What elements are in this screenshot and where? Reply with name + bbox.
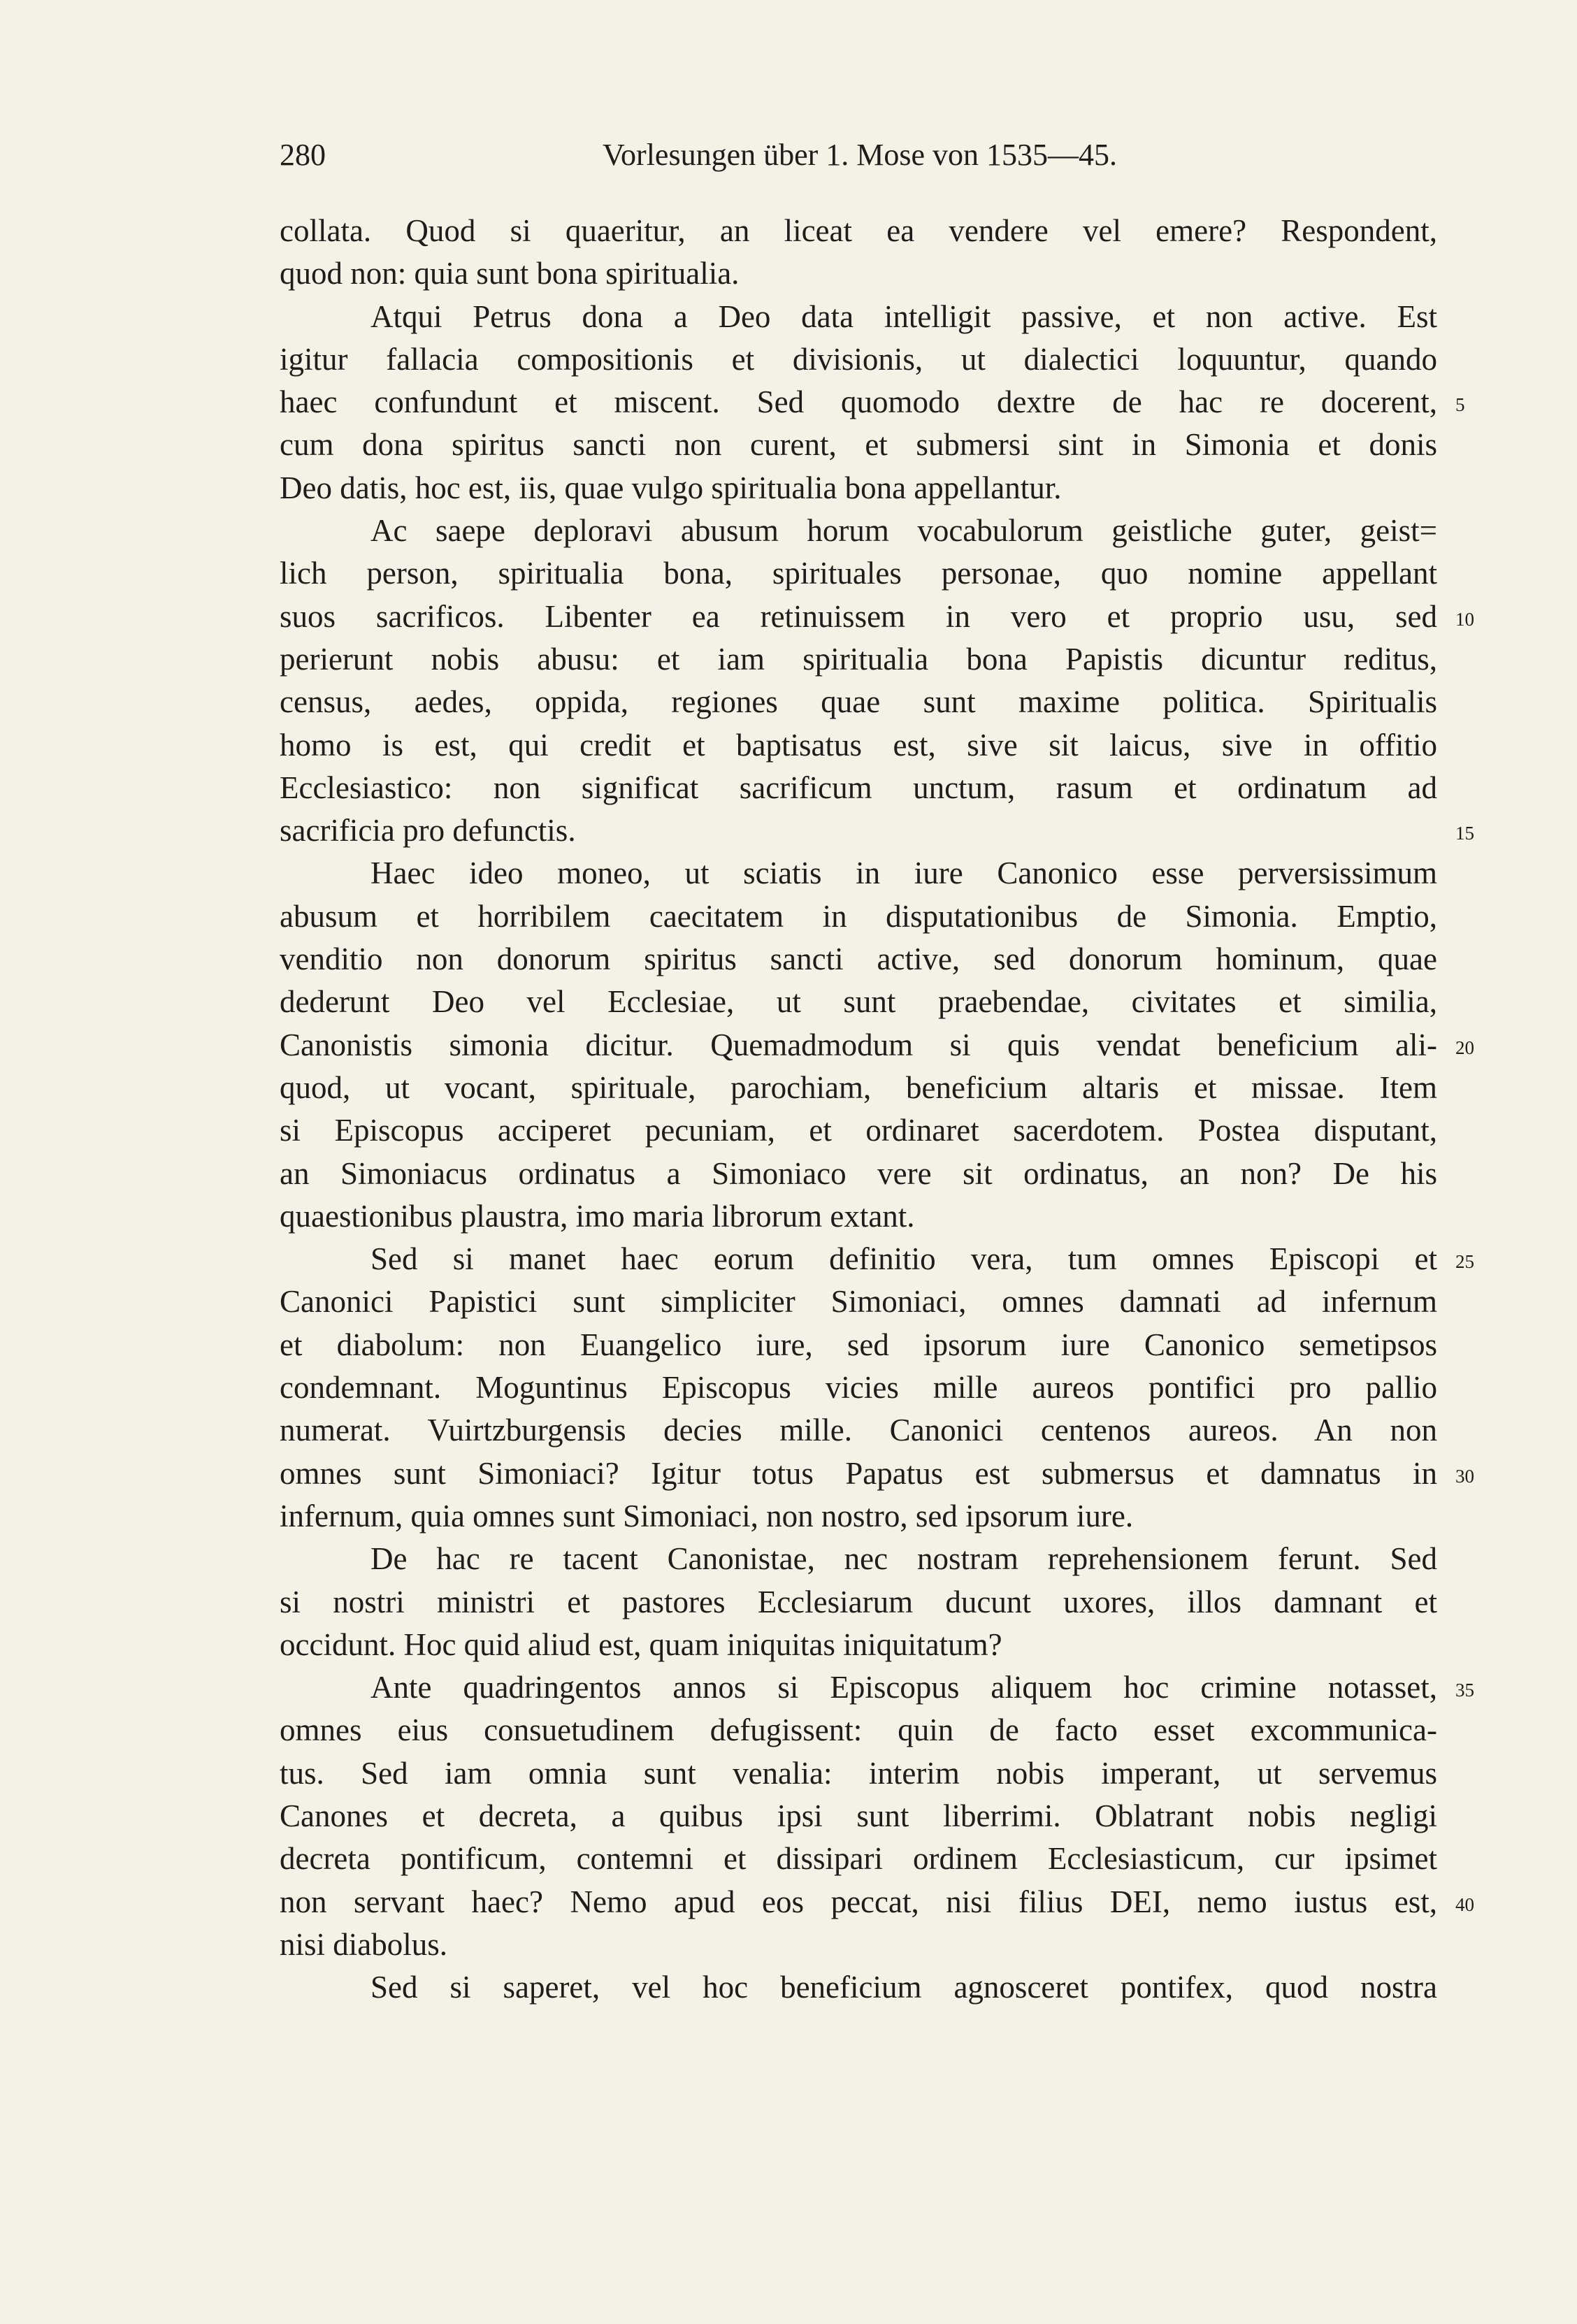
line-text: omnes sunt Simoniaci? Igitur totus Papatus est submersus et damnatus in <box>280 1455 1437 1491</box>
text-line <box>280 552 1437 595</box>
line-text: si nostri ministri et pastores Ecclesiarum ducunt uxores, illos damnant et <box>280 1584 1437 1619</box>
line-text: suos sacrificos. Libenter ea retinuissem in vero et proprio usu, sed <box>280 598 1437 634</box>
text-line <box>280 1153 1437 1195</box>
text-line <box>280 1195 1437 1238</box>
line-number: 35 <box>1455 1680 1474 1701</box>
text-line <box>280 1538 1437 1580</box>
line-number: 40 <box>1455 1893 1474 1915</box>
line-text: abusum et horribilem caecitatem in disputationibus de Simonia. Emptio, <box>280 898 1437 934</box>
text-line <box>280 1452 1474 1495</box>
text-line <box>280 338 1437 381</box>
line-text: igitur fallacia compositionis et divisionis, ut dialectici loquuntur, quando <box>280 341 1437 377</box>
text-line <box>280 210 1437 252</box>
line-text: omnes eius consuetudinem defugissent: quin de facto esset excommunica- <box>280 1712 1437 1748</box>
line-text: sacrificia pro defunctis. <box>280 813 576 849</box>
line-number: 30 <box>1455 1465 1474 1487</box>
text-line <box>280 252 1437 295</box>
text-line <box>280 767 1437 809</box>
line-text: nisi diabolus. <box>280 1926 448 1962</box>
text-line <box>280 1280 1437 1323</box>
text-line <box>280 1495 1437 1538</box>
line-text: occidunt. Hoc quid aliud est, quam iniquitas iniquitatum? <box>280 1626 1002 1662</box>
text-line <box>280 1581 1437 1624</box>
line-number: 15 <box>1455 823 1474 844</box>
line-text: non servant haec? Nemo apud eos peccat, nisi filius DEI, nemo iustus est, <box>280 1884 1437 1919</box>
line-text: lich person, spiritualia bona, spirituales personae, quo nomine appellant <box>280 556 1437 591</box>
line-text: quod, ut vocant, spirituale, parochiam, beneficium altaris et missae. Item <box>280 1069 1437 1105</box>
text-line <box>280 381 1465 424</box>
line-text: an Simoniacus ordinatus a Simoniaco vere sit ordinatus, an non? De his <box>280 1155 1437 1191</box>
text-line <box>280 1966 1437 2009</box>
text-line <box>280 981 1437 1023</box>
line-text: perierunt nobis abusu: et iam spiritualia bona Papistis dicuntur reditus, <box>280 641 1437 677</box>
text-line <box>280 681 1437 723</box>
text-line <box>280 1709 1437 1752</box>
text-line <box>280 1924 1437 1966</box>
text-line <box>280 1795 1437 1838</box>
line-text: decreta pontificum, contemni et dissipari ordinem Ecclesiasticum, cur ipsimet <box>280 1841 1437 1877</box>
text-line <box>280 1067 1437 1109</box>
line-number: 10 <box>1455 608 1474 630</box>
text-line <box>280 1838 1437 1880</box>
line-text: Canonistis simonia dicitur. Quemadmodum si quis vendat beneficium ali- <box>280 1027 1437 1062</box>
text-line <box>280 638 1437 681</box>
line-text: Atqui Petrus dona a Deo data intelligit passive, et non active. Est <box>370 298 1437 334</box>
line-text: Deo datis, hoc est, iis, quae vulgo spiritualia bona appellantur. <box>280 470 1062 505</box>
running-head: Vorlesungen über 1. Mose von 1535—45. <box>602 138 1118 172</box>
text-line <box>280 596 1474 638</box>
text-line <box>280 296 1437 338</box>
line-text: et diabolum: non Euangelico iure, sed ipsorum iure Canonico semetipsos <box>280 1327 1437 1362</box>
text-line <box>280 1666 1474 1709</box>
line-text: collata. Quod si quaeritur, an liceat ea vendere vel emere? Respondent, <box>280 213 1437 248</box>
text-line <box>280 1109 1437 1152</box>
text-line <box>280 1024 1474 1067</box>
text-line <box>280 510 1437 552</box>
line-number: 5 <box>1455 394 1465 416</box>
text-line <box>280 1624 1437 1666</box>
line-text: infernum, quia omnes sunt Simoniaci, non nostro, sed ipsorum iure. <box>280 1498 1134 1533</box>
line-text: Sed si saperet, vel hoc beneficium agnosceret pontifex, quod nostra <box>370 1970 1437 2005</box>
text-line <box>280 1324 1437 1366</box>
line-text: quaestionibus plaustra, imo maria librorum extant. <box>280 1198 915 1234</box>
line-text: De hac re tacent Canonistae, nec nostram reprehensionem ferunt. Sed <box>370 1541 1437 1577</box>
text-line <box>280 852 1437 895</box>
line-text: quod non: quia sunt bona spiritualia. <box>280 256 740 291</box>
page-header <box>280 137 1440 179</box>
line-number: 25 <box>1455 1251 1474 1273</box>
body-text <box>280 210 1474 2009</box>
line-text: Ecclesiastico: non significat sacrificum unctum, rasum et ordinatum ad <box>280 770 1437 805</box>
text-line <box>280 724 1437 767</box>
text-line <box>280 1752 1437 1795</box>
text-line <box>280 938 1437 981</box>
line-text: numerat. Vuirtzburgensis decies mille. Canonici centenos aureos. An non <box>280 1413 1437 1448</box>
text-line <box>280 809 1474 852</box>
line-text: Sed si manet haec eorum definitio vera, tum omnes Episcopi et <box>370 1241 1437 1277</box>
text-line <box>280 467 1437 510</box>
line-text: census, aedes, oppida, regiones quae sunt maxime politica. Spiritualis <box>280 684 1437 720</box>
text-line <box>280 1238 1474 1280</box>
line-text: si Episcopus acciperet pecuniam, et ordinaret sacerdotem. Postea disputant, <box>280 1113 1437 1148</box>
line-text: condemnant. Moguntinus Episcopus vicies mille aureos pontifici pro pallio <box>280 1370 1437 1406</box>
line-text: cum dona spiritus sancti non curent, et submersi sint in Simonia et donis <box>280 427 1437 463</box>
page-number: 280 <box>280 138 326 172</box>
line-text: haec confundunt et miscent. Sed quomodo dextre de hac re docerent, <box>280 384 1437 420</box>
text-line <box>280 1881 1474 1924</box>
text-line <box>280 895 1437 938</box>
line-text: Canones et decreta, a quibus ipsi sunt liberrimi. Oblatrant nobis negligi <box>280 1798 1437 1833</box>
line-text: tus. Sed iam omnia sunt venalia: interim nobis imperant, ut servemus <box>280 1755 1437 1791</box>
line-text: Ante quadringentos annos si Episcopus aliquem hoc crimine notasset, <box>370 1670 1437 1705</box>
line-text: Haec ideo moneo, ut sciatis in iure Canonico esse perversissimum <box>370 856 1437 891</box>
line-text: homo is est, qui credit et baptisatus est, sive sit laicus, sive in offitio <box>280 727 1437 763</box>
line-text: Ac saepe deploravi abusum horum vocabulorum geistliche guter, geist= <box>370 513 1437 549</box>
text-line <box>280 424 1437 466</box>
text-line <box>280 1409 1437 1452</box>
line-text: Canonici Papistici sunt simpliciter Simoniaci, omnes damnati ad infernum <box>280 1284 1437 1320</box>
text-line <box>280 1366 1437 1409</box>
line-text: venditio non donorum spiritus sancti active, sed donorum hominum, quae <box>280 941 1437 977</box>
line-text: dederunt Deo vel Ecclesiae, ut sunt praebendae, civitates et similia, <box>280 984 1437 1020</box>
line-number: 20 <box>1455 1037 1474 1058</box>
